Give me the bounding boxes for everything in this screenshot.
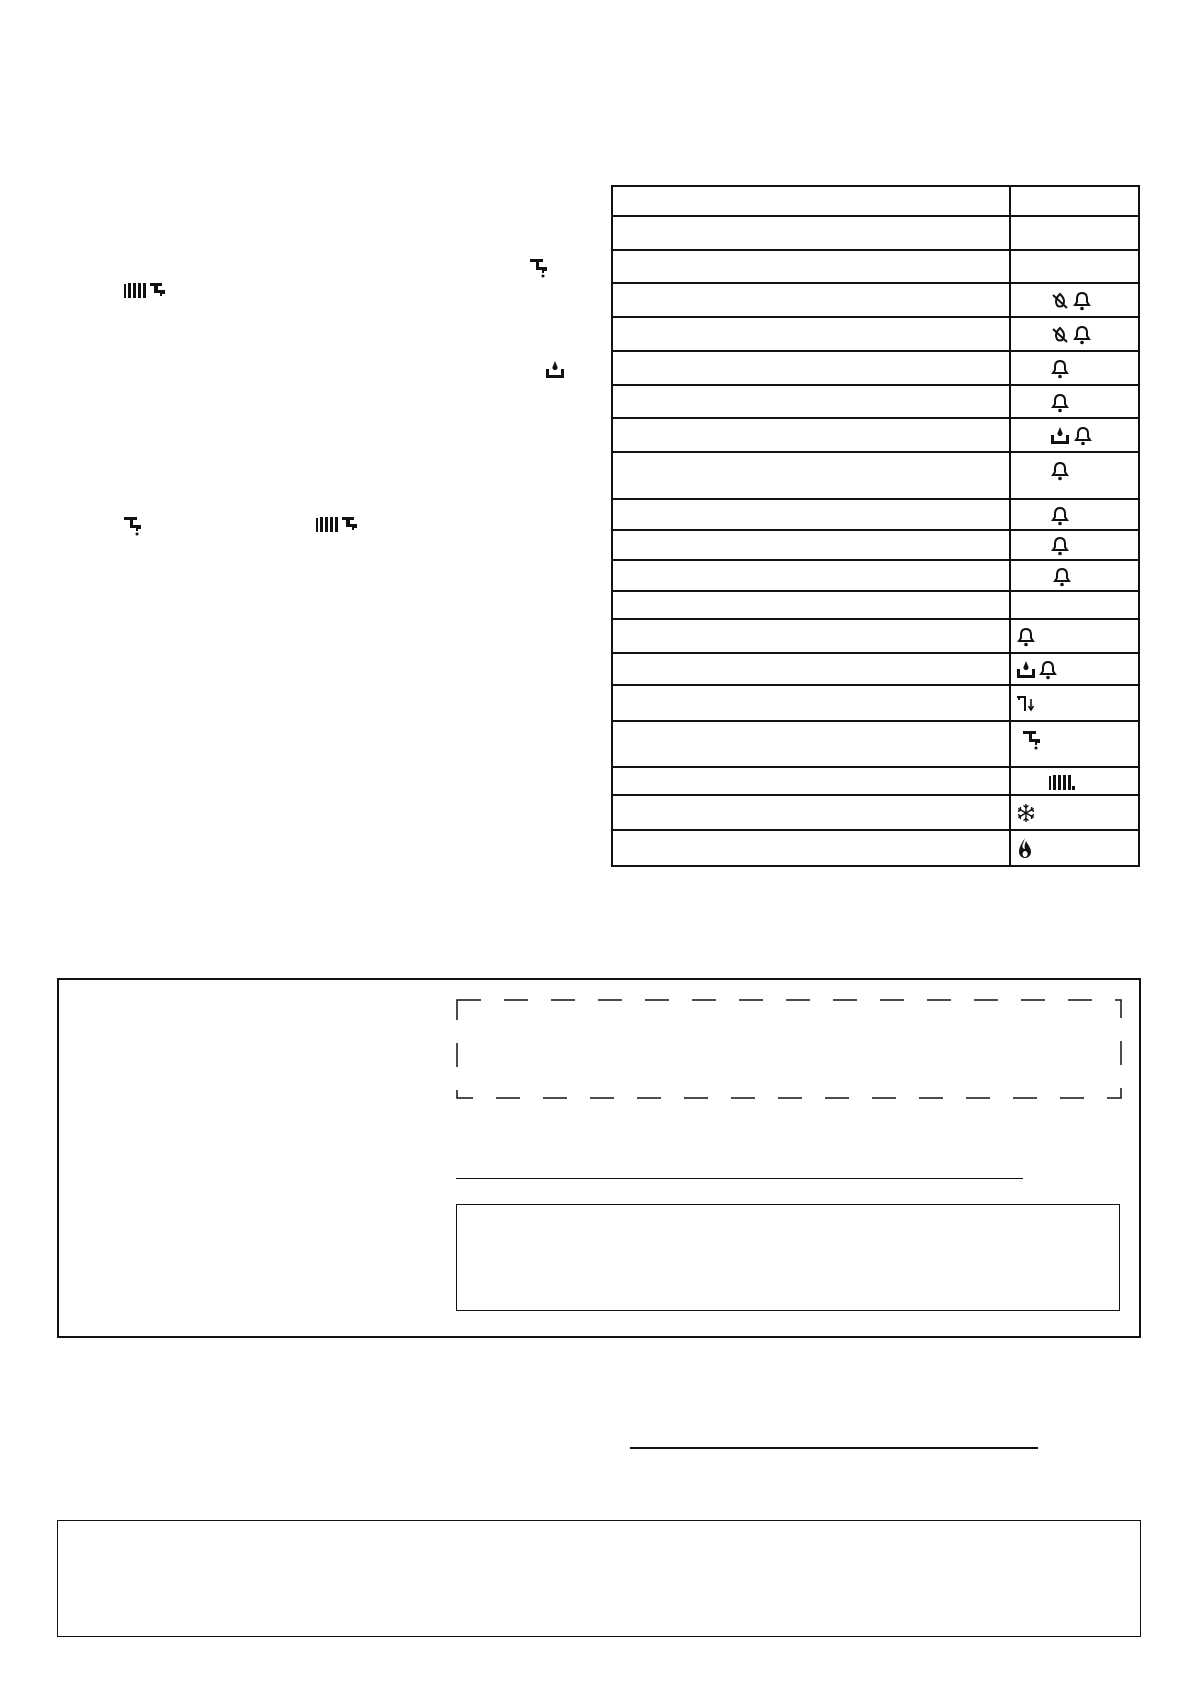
row-symbol bbox=[1011, 654, 1138, 684]
table-header-row bbox=[613, 187, 1138, 217]
radiator-icon bbox=[1049, 772, 1075, 792]
crossed-flame-icon bbox=[1051, 326, 1069, 344]
table-row bbox=[613, 453, 1138, 500]
bell-icon bbox=[1073, 325, 1091, 345]
table-row bbox=[613, 654, 1138, 686]
bell-icon bbox=[1051, 536, 1069, 556]
row-description bbox=[613, 386, 1011, 417]
row-description bbox=[613, 318, 1011, 350]
row-description bbox=[613, 620, 1011, 652]
row-description bbox=[613, 686, 1011, 720]
table-row bbox=[613, 686, 1138, 722]
bell-icon bbox=[1053, 567, 1071, 587]
row-description bbox=[613, 419, 1011, 451]
water-fill-icon bbox=[1015, 660, 1037, 680]
row-symbol bbox=[1011, 352, 1138, 384]
bell-icon bbox=[1039, 660, 1057, 680]
header-symbol bbox=[1011, 187, 1138, 215]
table-row bbox=[613, 561, 1138, 592]
table-row bbox=[613, 352, 1138, 386]
row-symbol bbox=[1011, 284, 1138, 316]
header-description bbox=[613, 187, 1011, 215]
tap-icon bbox=[122, 514, 148, 536]
row-symbol bbox=[1011, 386, 1138, 417]
row-symbol bbox=[1011, 831, 1138, 867]
row-description bbox=[613, 796, 1011, 829]
row-description bbox=[613, 453, 1011, 498]
row-description bbox=[613, 654, 1011, 684]
row-symbol bbox=[1011, 419, 1138, 451]
table-row bbox=[613, 386, 1138, 419]
crossed-flame-icon bbox=[1051, 292, 1069, 310]
water-fill-icon bbox=[1049, 426, 1071, 446]
row-description bbox=[613, 352, 1011, 384]
radiator-tap-icon bbox=[316, 514, 360, 534]
bell-icon bbox=[1051, 461, 1069, 481]
table-row bbox=[613, 419, 1138, 453]
table-row bbox=[613, 796, 1138, 831]
footer-box bbox=[57, 1520, 1141, 1637]
row-symbol bbox=[1011, 217, 1138, 249]
water-fill-icon bbox=[544, 360, 566, 380]
table-row bbox=[613, 620, 1138, 654]
row-symbol bbox=[1011, 251, 1138, 282]
row-description bbox=[613, 592, 1011, 618]
service-record-box bbox=[57, 978, 1141, 1338]
row-symbol bbox=[1011, 453, 1138, 498]
bell-icon bbox=[1051, 359, 1069, 379]
row-description bbox=[613, 768, 1011, 794]
row-description bbox=[613, 217, 1011, 249]
bell-icon bbox=[1074, 426, 1092, 446]
service-signature-line bbox=[456, 1178, 1023, 1179]
stamp-area[interactable] bbox=[459, 1002, 1119, 1096]
row-symbol bbox=[1011, 686, 1138, 720]
table-row bbox=[613, 592, 1138, 620]
row-description bbox=[613, 561, 1011, 590]
row-symbol bbox=[1011, 592, 1138, 618]
row-symbol bbox=[1011, 561, 1138, 590]
row-description bbox=[613, 722, 1011, 766]
table-row bbox=[613, 251, 1138, 284]
row-symbol bbox=[1011, 620, 1138, 652]
table-row bbox=[613, 831, 1138, 867]
table-row bbox=[613, 768, 1138, 796]
row-symbol bbox=[1011, 796, 1138, 829]
bell-icon bbox=[1073, 291, 1091, 311]
tap-icon bbox=[528, 256, 554, 278]
row-description bbox=[613, 284, 1011, 316]
table-row bbox=[613, 284, 1138, 318]
bell-icon bbox=[1017, 627, 1035, 647]
row-description bbox=[613, 531, 1011, 559]
row-description bbox=[613, 500, 1011, 529]
notes-box[interactable] bbox=[456, 1204, 1120, 1311]
row-symbol bbox=[1011, 318, 1138, 350]
row-symbol bbox=[1011, 722, 1138, 766]
row-description bbox=[613, 831, 1011, 867]
row-symbol bbox=[1011, 768, 1138, 794]
row-symbol bbox=[1011, 500, 1138, 529]
fault-code-table bbox=[611, 185, 1140, 867]
row-symbol bbox=[1011, 531, 1138, 559]
bell-icon bbox=[1051, 506, 1069, 526]
row-description bbox=[613, 251, 1011, 282]
chimney-icon bbox=[1016, 695, 1036, 713]
radiator-tap-icon bbox=[124, 280, 168, 300]
bell-icon bbox=[1051, 393, 1069, 413]
table-row bbox=[613, 318, 1138, 352]
tap-icon bbox=[1021, 728, 1047, 750]
table-row bbox=[613, 500, 1138, 531]
signature-line bbox=[630, 1447, 1038, 1449]
table-row bbox=[613, 722, 1138, 768]
table-row bbox=[613, 531, 1138, 561]
snowflake-icon bbox=[1016, 803, 1036, 823]
flame-icon bbox=[1017, 837, 1033, 861]
table-row bbox=[613, 217, 1138, 251]
